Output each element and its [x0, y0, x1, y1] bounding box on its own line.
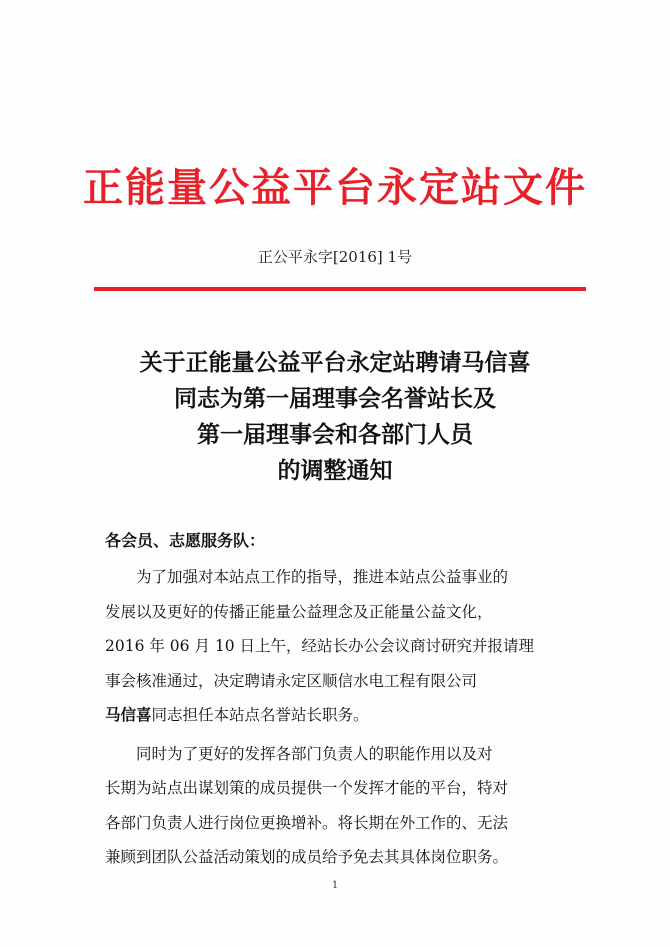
red-divider-line: [94, 287, 586, 291]
org-title: 正能量公益平台永定站文件: [83, 165, 587, 211]
document-number: 正公平永字[2016] 1号: [257, 248, 413, 266]
page-number: 1: [331, 880, 339, 891]
body-line: 兼顾到团队公益活动策划的成员给予免去其具体岗位职务。: [105, 848, 509, 866]
notice-title-line: 第一届理事会和各部门人员: [197, 422, 473, 448]
body-line: 同时为了更好的发挥各部门负责人的职能作用以及对: [136, 744, 493, 763]
notice-title: [0, 345, 670, 489]
notice-body: [105, 560, 575, 875]
notice-title-line: 的调整通知: [277, 458, 393, 484]
body-line: 发展以及更好的传播正能量公益理念及正能量公益文化，: [105, 602, 493, 621]
appointee-name: 马信喜: [105, 706, 152, 724]
body-line: 长期为站点出谋划策的成员提供一个发挥才能的平台，特对: [105, 779, 509, 797]
salutation: 各会员、志愿服务队：: [105, 531, 266, 550]
notice-title-line: 同志为第一届理事会名誉站长及: [174, 386, 496, 412]
body-line: [105, 698, 575, 733]
body-line: 2016 年 06 月 10 日上午，经站长办公会议商讨研究并报请理: [105, 637, 535, 655]
notice-title-line: 关于正能量公益平台永定站聘请马信喜: [139, 350, 531, 376]
body-line-rest: 同志担任本站点名誉站长职务。: [151, 706, 369, 724]
body-line: 事会核准通过，决定聘请永定区顺信水电工程有限公司: [105, 671, 478, 690]
body-line: 为了加强对本站点工作的指导，推进本站点公益事业的: [136, 568, 509, 586]
body-line: 各部门负责人进行岗位更换增补。将长期在外工作的、无法: [105, 813, 509, 832]
